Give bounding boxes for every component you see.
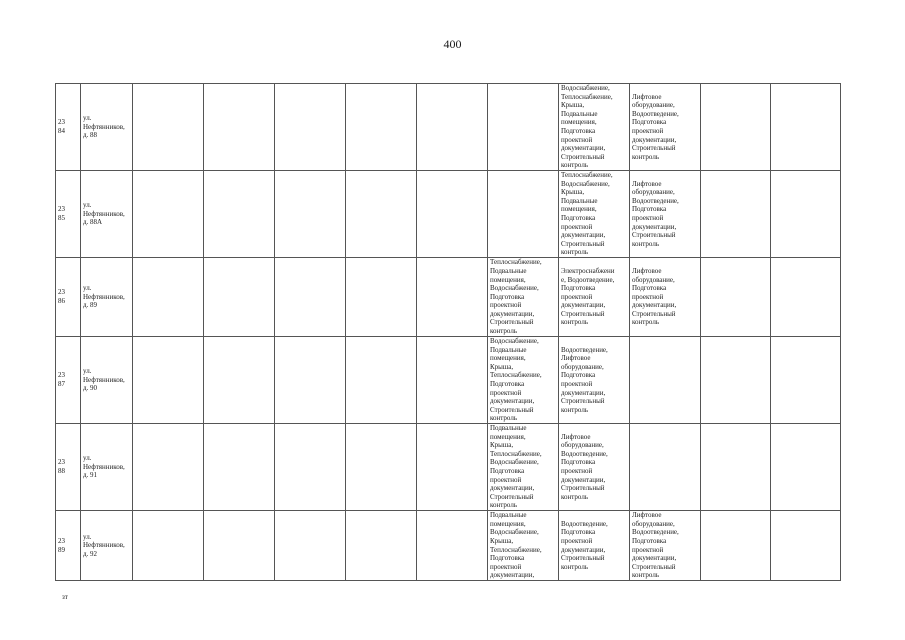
empty-cell <box>701 424 771 511</box>
empty-cell <box>346 171 417 258</box>
empty-cell <box>417 84 488 171</box>
empty-cell <box>346 258 417 337</box>
repair-schedule-table <box>55 83 841 581</box>
empty-cell <box>204 171 275 258</box>
works-cell-period-2: Водоотведение, Подготовка проектной документации, Строительный контроль <box>559 511 630 581</box>
works-cell-period-2: Лифтовое оборудование, Водоотведение, Подготовка проектной документации, Строительный контроль <box>559 424 630 511</box>
works-cell-period-1 <box>488 84 559 171</box>
address-cell: ул. Нефтянников, д. 88 <box>81 84 133 171</box>
empty-cell <box>771 171 841 258</box>
empty-cell <box>417 337 488 424</box>
works-cell-period-1: Теплоснабжение, Подвальные помещения, Водоснабжение, Подготовка проектной документации, Строительный контроль <box>488 258 559 337</box>
empty-cell <box>771 511 841 581</box>
empty-cell <box>204 84 275 171</box>
empty-cell <box>133 171 204 258</box>
works-cell-period-2: Электроснабжени е, Водоотведение, Подготовка проектной документации, Строительный контроль <box>559 258 630 337</box>
works-cell-period-1: Подвальные помещения, Крыша, Теплоснабжение, Водоснабжение, Подготовка проектной документации, Строительный контроль <box>488 424 559 511</box>
works-cell-period-2: Водоснабжение, Теплоснабжение, Крыша, Подвальные помещения, Подготовка проектной документации, Строительный контроль <box>559 84 630 171</box>
empty-cell <box>133 258 204 337</box>
empty-cell <box>701 171 771 258</box>
empty-cell <box>417 258 488 337</box>
footer-mark: зт <box>62 593 68 601</box>
works-cell-period-2: Теплоснабжение, Водоснабжение, Крыша, Подвальные помещения, Подготовка проектной документации, Строительный контроль <box>559 171 630 258</box>
empty-cell <box>417 424 488 511</box>
address-cell: ул. Нефтянников, д. 89 <box>81 258 133 337</box>
works-cell-period-1: Подвальные помещения, Водоснабжение, Крыша, Теплоснабжение, Подготовка проектной документации, <box>488 511 559 581</box>
works-cell-period-1: Водоснабжение, Подвальные помещения, Крыша, Теплоснабжение, Подготовка проектной документации, Строительный контроль <box>488 337 559 424</box>
empty-cell <box>133 84 204 171</box>
works-cell-period-3: Лифтовое оборудование, Подготовка проектной документации, Строительный контроль <box>630 258 701 337</box>
address-cell: ул. Нефтянников, д. 92 <box>81 511 133 581</box>
empty-cell <box>701 511 771 581</box>
works-cell-period-3 <box>630 337 701 424</box>
empty-cell <box>133 424 204 511</box>
works-cell-period-3 <box>630 424 701 511</box>
row-number: 23 85 <box>56 171 81 258</box>
empty-cell <box>204 511 275 581</box>
empty-cell <box>275 424 346 511</box>
row-number: 23 88 <box>56 424 81 511</box>
table-row <box>56 511 841 581</box>
row-number: 23 87 <box>56 337 81 424</box>
empty-cell <box>204 337 275 424</box>
empty-cell <box>417 511 488 581</box>
row-number: 23 84 <box>56 84 81 171</box>
empty-cell <box>204 258 275 337</box>
table-row <box>56 424 841 511</box>
empty-cell <box>701 337 771 424</box>
empty-cell <box>346 511 417 581</box>
address-cell: ул. Нефтянников, д. 88А <box>81 171 133 258</box>
works-cell-period-3: Лифтовое оборудование, Водоотведение, Подготовка проектной документации, Строительный контроль <box>630 171 701 258</box>
empty-cell <box>346 424 417 511</box>
empty-cell <box>701 258 771 337</box>
empty-cell <box>346 337 417 424</box>
row-number: 23 89 <box>56 511 81 581</box>
empty-cell <box>204 424 275 511</box>
works-cell-period-2: Водоотведение, Лифтовое оборудование, Подготовка проектной документации, Строительный контроль <box>559 337 630 424</box>
empty-cell <box>275 258 346 337</box>
empty-cell <box>275 511 346 581</box>
works-cell-period-1 <box>488 171 559 258</box>
empty-cell <box>133 337 204 424</box>
row-number: 23 86 <box>56 258 81 337</box>
empty-cell <box>771 84 841 171</box>
empty-cell <box>346 84 417 171</box>
empty-cell <box>275 84 346 171</box>
page-number: 400 <box>443 37 462 51</box>
empty-cell <box>133 511 204 581</box>
empty-cell <box>771 424 841 511</box>
empty-cell <box>771 258 841 337</box>
empty-cell <box>275 171 346 258</box>
table-row <box>56 337 841 424</box>
table-row <box>56 84 841 171</box>
address-cell: ул. Нефтянников, д. 90 <box>81 337 133 424</box>
empty-cell <box>701 84 771 171</box>
works-cell-period-3: Лифтовое оборудование, Водоотведение, Подготовка проектной документации, Строительный контроль <box>630 84 701 171</box>
empty-cell <box>417 171 488 258</box>
table-row <box>56 258 841 337</box>
address-cell: ул. Нефтянников, д. 91 <box>81 424 133 511</box>
works-cell-period-3: Лифтовое оборудование, Водоотведение, Подготовка проектной документации, Строительный контроль <box>630 511 701 581</box>
empty-cell <box>771 337 841 424</box>
table-row <box>56 171 841 258</box>
empty-cell <box>275 337 346 424</box>
